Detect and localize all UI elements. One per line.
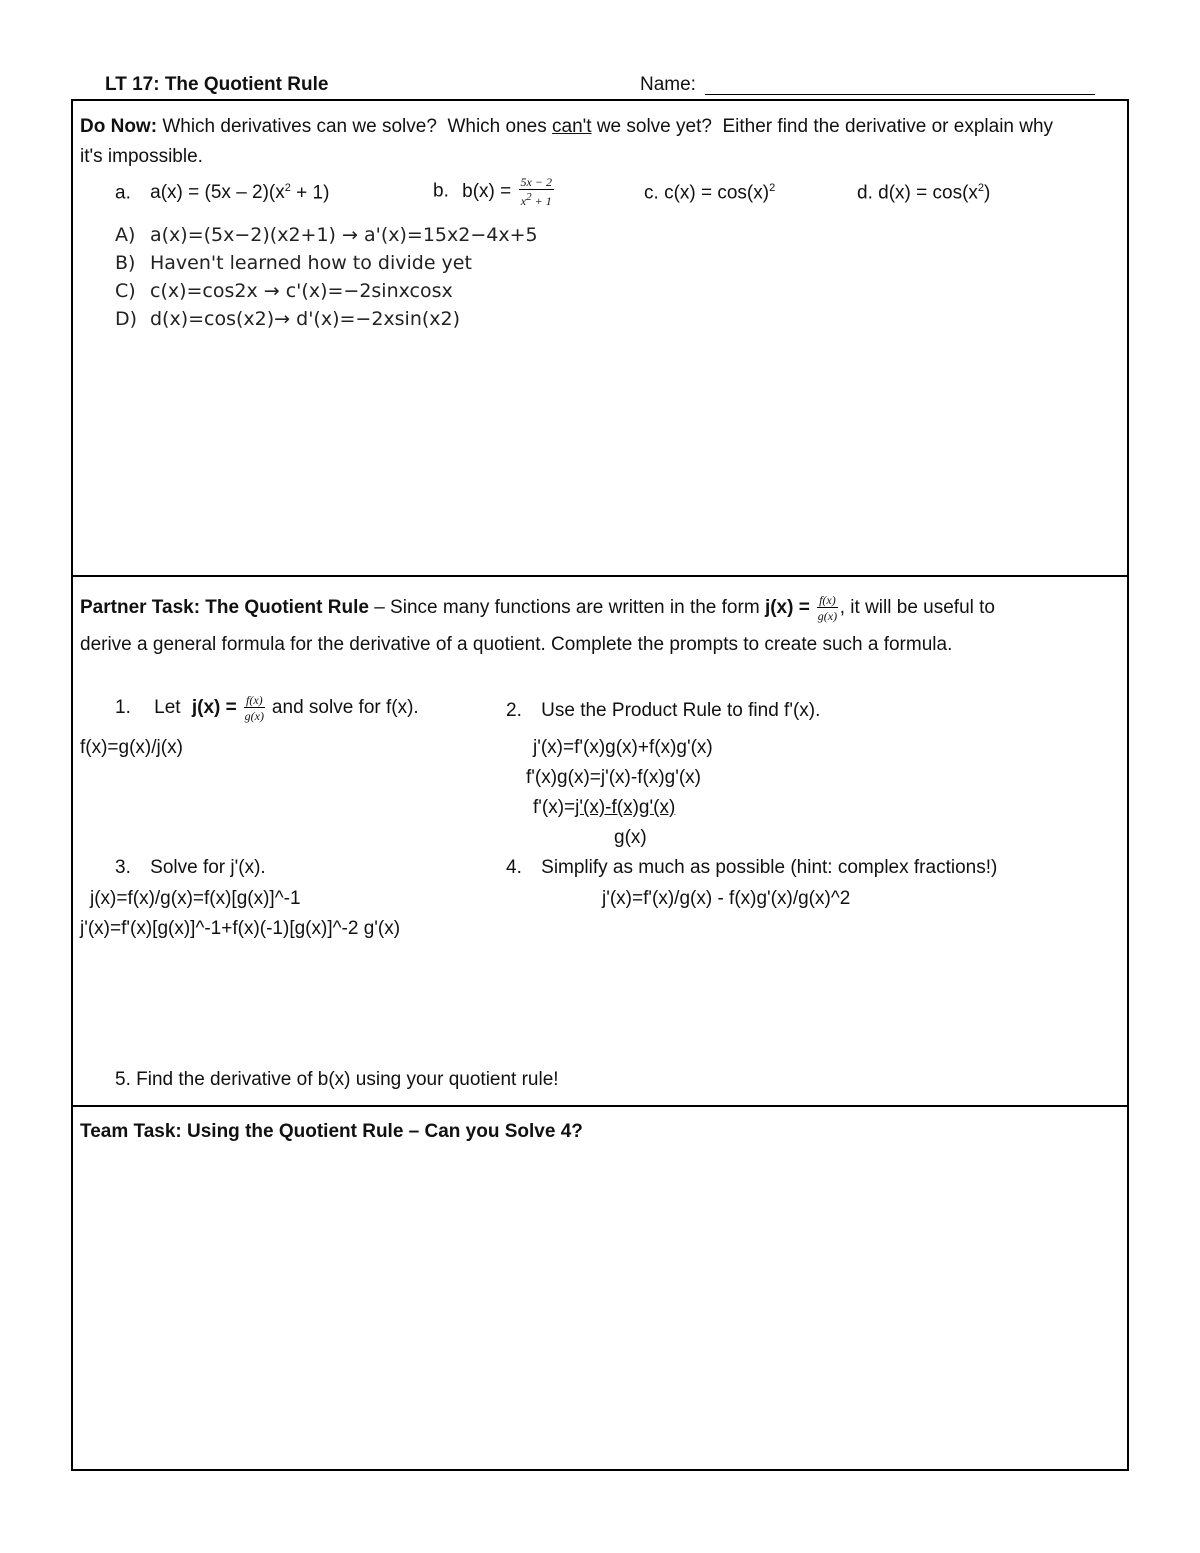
- problem-a-marker: a.: [115, 182, 131, 204]
- step-1-tail: and solve for f(x).: [266, 697, 419, 719]
- answer-b-text: Haven't learned how to divide yet: [150, 252, 472, 274]
- partner-task-fraction: [817, 594, 838, 622]
- step-2-line-2: f'(x)g(x)=j'(x)-f(x)g'(x): [526, 767, 701, 788]
- step-4-answer: j'(x)=f'(x)/g(x) - f(x)g'(x)/g(x)^2: [602, 888, 851, 909]
- partner-task-equals: =: [793, 597, 810, 619]
- step-3-line-2: j'(x)=f'(x)[g(x)]^-1+f(x)(-1)[g(x)]^-2 g'(x): [80, 918, 401, 939]
- problem-d-exp: 2: [977, 182, 985, 194]
- answer-d-marker: D): [115, 308, 138, 330]
- answer-d: [115, 308, 460, 330]
- team-task-label: Team Task: Using the Quotient Rule – Can you Solve 4?: [80, 1121, 583, 1142]
- partner-task-intro-line2: derive a general formula for the derivative of a quotient. Complete the prompts to create such a formula.: [80, 634, 953, 655]
- partner-task-intro-mid: – Since many functions are written in the form: [368, 597, 765, 619]
- partner-task-frac-num: f(x): [819, 593, 836, 607]
- step-4-number: 4.: [506, 857, 522, 878]
- step-5-prompt: 5. Find the derivative of b(x) using your quotient rule!: [115, 1069, 559, 1090]
- problem-b: [433, 176, 556, 207]
- problem-c-marker: c.: [644, 182, 659, 204]
- problem-b-fraction: [519, 176, 554, 207]
- problem-b-denominator: [519, 190, 554, 207]
- worksheet-title: LT 17: The Quotient Rule: [105, 74, 329, 95]
- problem-a-tail: + 1): [290, 182, 330, 204]
- answer-b: [115, 252, 472, 274]
- step-2-line-3-numerator: j'(x)-f(x)g'(x): [575, 797, 676, 818]
- answer-a-text: a(x)=(5x−2)(x2+1) → a'(x)=15x2−4x+5: [150, 224, 538, 246]
- step-1-number: 1.: [115, 697, 131, 719]
- answer-c-marker: C): [115, 280, 136, 302]
- problem-a: [115, 182, 329, 204]
- answer-b-marker: B): [115, 252, 136, 274]
- problem-d-expr: d(x) = cos(x: [878, 182, 978, 204]
- step-3-label: Solve for j'(x).: [150, 857, 266, 878]
- step-3-number: 3.: [115, 857, 131, 878]
- answer-a-marker: A): [115, 224, 136, 246]
- answer-c: [115, 280, 453, 302]
- step-2-label: Use the Product Rule to find f'(x).: [541, 700, 821, 721]
- step-1-jx: j(x): [191, 697, 221, 719]
- step-1-let: Let: [154, 697, 181, 719]
- partner-task-frac-den: g(x): [817, 609, 838, 623]
- name-field[interactable]: [705, 94, 1095, 95]
- step-2-prompt: [506, 700, 820, 722]
- step-2-line-3-prefix: f'(x)=: [533, 797, 576, 818]
- answer-a: [115, 224, 538, 246]
- step-2-number: 2.: [506, 700, 522, 721]
- do-now-box: [71, 99, 1129, 577]
- problem-a-exp: 2: [284, 182, 291, 194]
- step-1-prompt: [115, 694, 419, 722]
- partner-task-intro: [80, 594, 995, 622]
- problem-b-lhs: b(x) =: [462, 180, 512, 202]
- problem-c-expr: c(x) = cos(x): [664, 182, 770, 204]
- name-label: Name:: [640, 74, 696, 95]
- do-now-prompt-line2: it's impossible.: [80, 146, 203, 167]
- do-now-prompt-part1: Which derivatives can we solve? Which ones: [162, 116, 552, 137]
- step-1-equals: =: [220, 697, 237, 719]
- answer-d-text: d(x)=cos(x2)→ d'(x)=−2xsin(x2): [150, 308, 461, 330]
- problem-c-exp: 2: [769, 182, 776, 194]
- step-4-label: Simplify as much as possible (hint: complex fractions!): [541, 857, 998, 878]
- do-now-prompt: [80, 116, 1053, 138]
- problem-d-marker: d.: [857, 182, 873, 204]
- step-2-line-3-denominator: g(x): [614, 827, 647, 848]
- problem-c: [644, 182, 775, 204]
- step-1-fraction: [244, 694, 265, 722]
- step-2-line-3: [533, 797, 675, 819]
- problem-d: [857, 182, 990, 204]
- step-1-frac-den: g(x): [244, 709, 264, 723]
- step-4-prompt: [506, 857, 997, 879]
- do-now-label: Do Now:: [80, 116, 158, 137]
- problem-b-marker: b.: [433, 180, 449, 202]
- problem-b-den-base: x: [520, 194, 527, 208]
- step-3-line-1: j(x)=f(x)/g(x)=f(x)[g(x)]^-1: [90, 888, 301, 909]
- step-1-answer: f(x)=g(x)/j(x): [80, 737, 183, 758]
- cant-underlined: can't: [552, 116, 592, 137]
- partner-task-label: Partner Task: The Quotient Rule: [80, 597, 369, 619]
- team-task-box: [71, 1105, 1129, 1471]
- problem-d-tail: ): [984, 182, 991, 204]
- step-3-prompt: [115, 857, 266, 879]
- partner-task-intro-end: , it will be useful to: [839, 597, 995, 619]
- step-1-frac-num: f(x): [246, 693, 263, 707]
- problem-b-den-tail: + 1: [531, 194, 552, 208]
- problem-a-expr: a(x) = (5x – 2)(x: [150, 182, 285, 204]
- do-now-prompt-part2: we solve yet? Either find the derivative or explain why: [591, 116, 1054, 137]
- problem-b-den-exp: 2: [526, 191, 532, 203]
- problem-b-numerator: 5x − 2: [520, 175, 552, 189]
- step-2-line-1: j'(x)=f'(x)g(x)+f(x)g'(x): [533, 737, 713, 758]
- partner-task-jx: j(x): [764, 597, 794, 619]
- answer-c-text: c(x)=cos2x → c'(x)=−2sinxcosx: [150, 280, 453, 302]
